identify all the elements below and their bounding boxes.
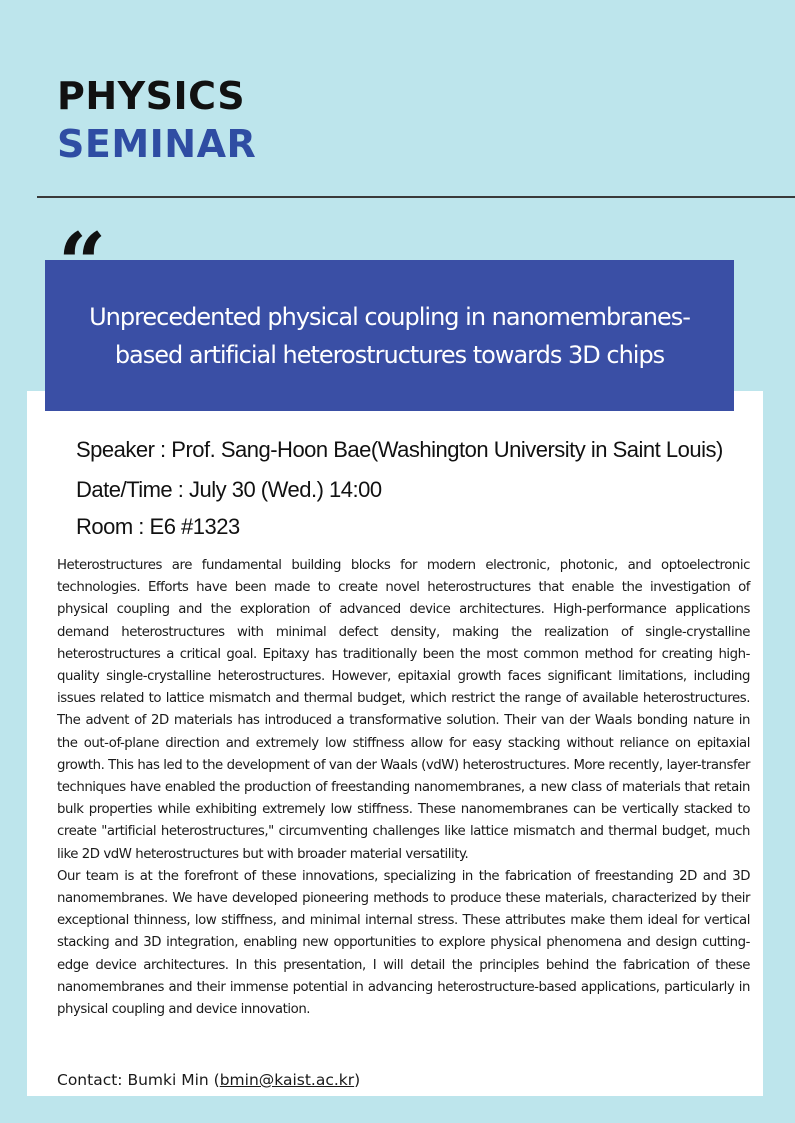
header-title-seminar: SEMINAR bbox=[57, 122, 257, 166]
quote-mark-icon: “ bbox=[58, 214, 107, 313]
abstract bbox=[57, 555, 750, 1021]
abstract-paragraph-1: Heterostructures are fundamental building blocks for modern electronic, photonic, and optoelectronic technologies. Efforts have been made to create novel heterostructures that enable the investigation of physical coupling and the exploration of advanced device architectures. High-performance applications demand heterostructures with minimal defect density, making the realization of single-crystalline heterostructures a critical goal. Epitaxy has traditionally been the most common method for creating high-quality single-crystalline heterostructures. However, epitaxial growth faces significant limitations, including issues related to lattice mismatch and thermal budget, which restrict the range of available heterostructures. The advent of 2D materials has introduced a transformative solution. Their van der Waals bonding nature in the out-of-plane direction and extremely low stiffness allow for easy stacking without reliance on epitaxial growth. This has led to the development of van der Waals (vdW) heterostructures. More recently, layer-transfer techniques have enabled the production of freestanding nanomembranes, a new class of materials that retain bulk properties while exhibiting extremely low stiffness. These nanomembranes can be vertically stacked to create "artificial heterostructures," circumventing challenges like lattice mismatch and thermal budget, much like 2D vdW heterostructures but with broader material versatility. bbox=[57, 558, 750, 862]
header-divider bbox=[37, 196, 795, 198]
contact-line bbox=[57, 1071, 360, 1089]
datetime-line: Date/Time : July 30 (Wed.) 14:00 bbox=[76, 477, 382, 502]
contact-label: Contact: Bumki Min ( bbox=[57, 1071, 220, 1089]
contact-email-link[interactable]: bmin@kaist.ac.kr bbox=[219, 1071, 355, 1089]
speaker-line: Speaker : Prof. Sang-Hoon Bae(Washington University in Saint Louis) bbox=[76, 437, 723, 462]
contact-suffix: ) bbox=[354, 1071, 361, 1089]
talk-title-box bbox=[45, 260, 734, 411]
header-title-physics: PHYSICS bbox=[57, 74, 246, 118]
abstract-paragraph-2: Our team is at the forefront of these innovations, specializing in the fabrication of freestanding 2D and 3D nanomembranes. We have developed pioneering methods to produce these materials, characterized by their exceptional thinness, low stiffness, and minimal internal stress. These attributes make them ideal for vertical stacking and 3D integration, enabling new opportunities to explore physical phenomena and design cutting-edge device architectures. In this presentation, I will detail the principles behind the fabrication of these nanomembranes and their immense potential in advancing heterostructure-based applications, particularly in physical coupling and device innovation. bbox=[57, 868, 750, 1018]
talk-title: Unprecedented physical coupling in nanomembranes-based artificial heterostructures towards 3D chips bbox=[89, 302, 690, 369]
room-line: Room : E6 #1323 bbox=[76, 514, 240, 539]
